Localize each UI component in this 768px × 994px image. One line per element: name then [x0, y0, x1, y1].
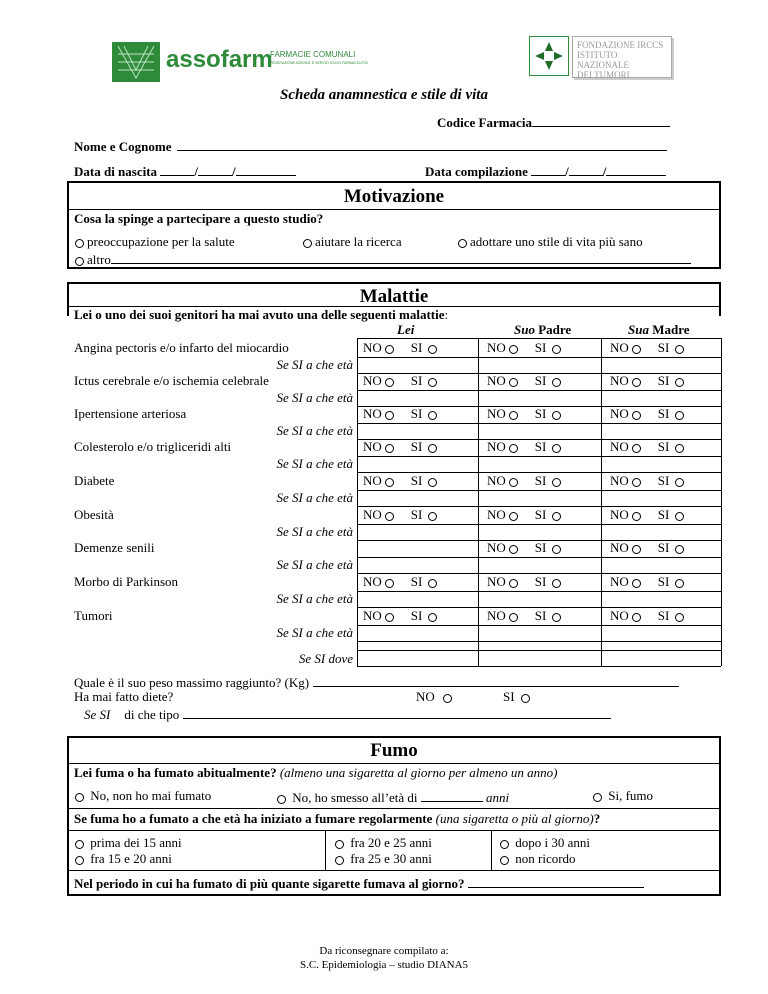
radio-icon[interactable] — [675, 512, 684, 521]
fumo-q2-text: Se fuma ho a fumato a che età ha iniziato a fumare regolarmente — [74, 811, 433, 826]
option-label: fra 15 e 20 anni — [90, 851, 172, 866]
radio-icon[interactable] — [428, 478, 437, 487]
radio-icon[interactable] — [632, 345, 641, 354]
no-label: NO — [610, 507, 629, 522]
istituto-line3: DEI TUMORI — [577, 70, 630, 80]
disease-label: Ictus cerebrale e/o ischemia celebrale — [74, 373, 269, 388]
radio-icon[interactable] — [428, 378, 437, 387]
motivazione-opt-salute[interactable] — [72, 234, 235, 250]
option-label: altro — [87, 252, 111, 267]
nome-cognome-label: Nome e Cognome — [74, 139, 172, 154]
radio-icon[interactable] — [428, 444, 437, 453]
option-label: prima dei 15 anni — [90, 835, 182, 850]
codice-farmacia-field[interactable] — [437, 113, 670, 131]
anni-label: anni — [486, 790, 510, 805]
option-label: fra 25 e 30 anni — [350, 851, 432, 866]
answer-padre[interactable] — [487, 540, 564, 556]
answer-padre[interactable] — [487, 373, 564, 389]
diete-tipo-field[interactable] — [84, 705, 611, 723]
no-label: NO — [610, 540, 629, 555]
age-25-30[interactable] — [332, 851, 432, 867]
option-label: Si, fumo — [608, 788, 654, 803]
colon: : — [444, 307, 449, 322]
no-label: NO — [610, 439, 629, 454]
option-label: aiutare la ricerca — [315, 234, 402, 249]
no-label: NO — [610, 340, 629, 355]
istituto-emblem-icon — [529, 36, 569, 76]
radio-icon[interactable] — [385, 345, 394, 354]
motivazione-question: Cosa la spinge a partecipare a questo studio? — [74, 211, 324, 226]
answer-madre[interactable] — [610, 439, 687, 455]
age-prima-15[interactable] — [72, 835, 182, 851]
radio-icon[interactable] — [675, 411, 684, 420]
age-dopo-30[interactable] — [497, 835, 590, 851]
si-label: SI — [657, 540, 670, 555]
radio-icon[interactable] — [335, 856, 344, 865]
radio-icon[interactable] — [458, 239, 467, 248]
grid-hline — [357, 390, 721, 391]
no-label: NO — [610, 608, 629, 623]
si-label: SI — [410, 406, 423, 421]
motivazione-opt-ricerca[interactable] — [300, 234, 402, 250]
no-label: NO — [363, 406, 382, 421]
data-compilazione-label: Data compilazione — [425, 164, 528, 179]
grid-vline — [357, 338, 358, 666]
answer-lei[interactable] — [363, 373, 440, 389]
fumo-title: Fumo — [370, 740, 418, 761]
grid-hline — [357, 456, 721, 457]
radio-icon[interactable] — [303, 239, 312, 248]
col-padre-b: Padre — [534, 322, 572, 337]
si-label: SI — [534, 439, 547, 454]
no-label: NO — [610, 406, 629, 421]
answer-madre[interactable] — [610, 540, 687, 556]
radio-icon[interactable] — [385, 444, 394, 453]
radio-icon[interactable] — [385, 579, 394, 588]
answer-madre[interactable] — [610, 608, 687, 624]
motivazione-title: Motivazione — [343, 186, 445, 207]
grid-hline — [357, 625, 721, 626]
age-15-20[interactable] — [72, 851, 172, 867]
answer-madre[interactable] — [610, 473, 687, 489]
si-label: SI — [657, 574, 670, 589]
malattie-question-text: Lei o uno dei suoi genitori ha mai avuto una delle seguenti malattie — [74, 307, 445, 322]
date-sep: / — [565, 164, 569, 179]
radio-icon[interactable] — [75, 257, 84, 266]
se-si-dove-label: Se SI dove — [298, 651, 353, 666]
radio-icon[interactable] — [500, 856, 509, 865]
radio-icon[interactable] — [552, 478, 561, 487]
age-non-ricordo[interactable] — [497, 851, 576, 867]
no-label: NO — [487, 406, 506, 421]
answer-madre[interactable] — [610, 507, 687, 523]
col-madre — [628, 322, 690, 338]
radio-icon[interactable] — [428, 579, 437, 588]
grid-hline — [357, 666, 721, 667]
radio-icon[interactable] — [335, 840, 344, 849]
option-label: dopo i 30 anni — [515, 835, 590, 850]
assofarm-name: assofarm — [166, 46, 273, 73]
se-si-eta-label: Se SI a che età — [276, 390, 353, 405]
radio-icon[interactable] — [632, 512, 641, 521]
assofarm-sub2: FEDERAZIONE AZIENDE E SERVIZI SOCIO-FARMACEUTICI — [270, 61, 369, 65]
disease-label: Diabete — [74, 473, 115, 488]
col-padre — [514, 322, 571, 338]
malattie-title: Malattie — [359, 286, 429, 307]
grid-vline — [601, 338, 602, 666]
radio-icon[interactable] — [675, 579, 684, 588]
se-si-eta-label: Se SI a che età — [276, 557, 353, 572]
answer-lei[interactable] — [363, 608, 440, 624]
radio-icon[interactable] — [385, 512, 394, 521]
radio-icon[interactable] — [632, 411, 641, 420]
answer-madre[interactable] — [610, 340, 687, 356]
radio-icon[interactable] — [675, 378, 684, 387]
col-madre-a: Sua — [628, 322, 649, 337]
no-label: NO — [363, 439, 382, 454]
radio-icon[interactable] — [428, 512, 437, 521]
no-label: NO — [487, 473, 506, 488]
radio-icon[interactable] — [552, 512, 561, 521]
answer-lei[interactable] — [363, 340, 440, 356]
option-label: fra 20 e 25 anni — [350, 835, 432, 850]
no-label: NO — [610, 473, 629, 488]
se-si-eta-label: Se SI a che età — [276, 456, 353, 471]
radio-icon[interactable] — [277, 795, 286, 804]
no-label: NO — [363, 473, 382, 488]
grid-hline — [357, 591, 721, 592]
radio-icon[interactable] — [385, 478, 394, 487]
fumo-q2-note: (una sigaretta o più al giorno) — [435, 811, 594, 826]
codice-farmacia-label: Codice Farmacia — [437, 115, 532, 130]
answer-lei[interactable] — [363, 439, 440, 455]
radio-icon[interactable] — [509, 478, 518, 487]
radio-icon[interactable] — [428, 613, 437, 622]
si-label: SI — [657, 373, 670, 388]
se-si-eta-label: Se SI a che età — [276, 625, 353, 640]
answer-padre[interactable] — [487, 574, 564, 590]
radio-icon[interactable] — [632, 545, 641, 554]
si-label: SI — [410, 608, 423, 623]
radio-icon[interactable] — [428, 345, 437, 354]
motivazione-section — [67, 181, 721, 269]
radio-icon[interactable] — [521, 694, 530, 703]
col-lei: Lei — [397, 322, 415, 337]
grid-hline — [357, 557, 721, 558]
fumo-opt-smesso[interactable] — [274, 788, 509, 806]
no-label: NO — [610, 373, 629, 388]
si-label: SI — [410, 574, 423, 589]
radio-icon[interactable] — [385, 613, 394, 622]
fumo-q1 — [74, 765, 557, 781]
radio-icon[interactable] — [552, 411, 561, 420]
disease-label: Obesità — [74, 507, 114, 522]
si-label: SI — [534, 340, 547, 355]
age-20-25[interactable] — [332, 835, 432, 851]
radio-icon[interactable] — [509, 613, 518, 622]
si-label: SI — [410, 439, 423, 454]
grid-hline — [357, 641, 721, 642]
fumo-opt-mai[interactable] — [72, 788, 211, 804]
radio-icon[interactable] — [75, 856, 84, 865]
disease-label: Morbo di Parkinson — [74, 574, 178, 589]
no-label: NO — [487, 507, 506, 522]
fumo-q3-field[interactable] — [74, 874, 644, 892]
si-label: SI — [657, 439, 670, 454]
radio-icon[interactable] — [509, 579, 518, 588]
radio-icon[interactable] — [552, 345, 561, 354]
answer-lei[interactable] — [363, 406, 440, 422]
si-label: SI — [410, 473, 423, 488]
istituto-text-box — [572, 36, 672, 78]
se-si-eta-label: Se SI a che età — [276, 591, 353, 606]
page-title: Scheda anamnestica e stile di vita — [280, 87, 488, 103]
fumo-q2-end: ? — [593, 811, 601, 826]
answer-lei[interactable] — [363, 574, 440, 590]
grid-vline — [478, 338, 479, 666]
answer-lei[interactable] — [363, 507, 440, 523]
answer-madre[interactable] — [610, 574, 687, 590]
si-label: SI — [410, 507, 423, 522]
grid-hline — [357, 423, 721, 424]
radio-icon[interactable] — [675, 613, 684, 622]
radio-icon[interactable] — [593, 793, 602, 802]
si-label: SI — [534, 406, 547, 421]
grid-vline — [721, 338, 722, 666]
option-label: preoccupazione per la salute — [87, 234, 235, 249]
date-sep: / — [231, 164, 236, 179]
no-label: NO — [363, 340, 382, 355]
disease-label: Demenze senili — [74, 540, 155, 555]
si-label: SI — [657, 406, 670, 421]
radio-icon[interactable] — [428, 411, 437, 420]
se-si-eta-label: Se SI a che età — [276, 524, 353, 539]
si-label: SI — [410, 373, 423, 388]
radio-icon[interactable] — [632, 444, 641, 453]
footer-line1: Da riconsegnare compilato a: — [319, 945, 449, 957]
data-nascita-field[interactable] — [74, 162, 296, 180]
no-label: NO — [487, 439, 506, 454]
si-label: SI — [410, 340, 423, 355]
no-label: NO — [363, 373, 382, 388]
diete-si[interactable] — [503, 689, 533, 705]
answer-padre[interactable] — [487, 439, 564, 455]
radio-icon[interactable] — [75, 840, 84, 849]
radio-icon[interactable] — [500, 840, 509, 849]
radio-icon[interactable] — [552, 444, 561, 453]
col-madre-b: Madre — [648, 322, 690, 337]
date-sep: / — [194, 164, 198, 179]
si-label: SI — [534, 608, 547, 623]
radio-icon[interactable] — [632, 613, 641, 622]
motivazione-opt-altro[interactable] — [72, 250, 691, 268]
answer-padre[interactable] — [487, 406, 564, 422]
radio-icon[interactable] — [675, 345, 684, 354]
si-label: SI — [534, 473, 547, 488]
radio-icon[interactable] — [509, 444, 518, 453]
grid-hline — [357, 357, 721, 358]
si-label: SI — [534, 574, 547, 589]
data-compilazione-field[interactable] — [425, 162, 666, 180]
radio-icon[interactable] — [632, 579, 641, 588]
si-label: SI — [657, 507, 670, 522]
no-label: NO — [363, 608, 382, 623]
si-label: SI — [657, 340, 670, 355]
disease-label: Ipertensione arteriosa — [74, 406, 187, 421]
si-label: SI — [534, 540, 547, 555]
radio-icon[interactable] — [509, 411, 518, 420]
tipo-label: di che tipo — [124, 707, 180, 722]
istituto-line2: ISTITUTO NAZIONALE — [577, 50, 629, 70]
answer-padre[interactable] — [487, 507, 564, 523]
fumo-q1-note: (almeno una sigaretta al giorno per almeno un anno) — [279, 765, 558, 780]
data-nascita-label: Data di nascita — [74, 164, 158, 179]
answer-padre[interactable] — [487, 473, 564, 489]
no-label: NO — [487, 373, 506, 388]
answer-madre[interactable] — [610, 373, 687, 389]
si-label: SI — [657, 608, 670, 623]
radio-icon[interactable] — [509, 512, 518, 521]
malattie-question — [74, 307, 448, 323]
option-label: non ricordo — [515, 851, 576, 866]
se-si-eta-label: Se SI a che età — [276, 423, 353, 438]
diete-no[interactable] — [416, 689, 455, 705]
si-label: SI — [657, 473, 670, 488]
fumo-opt-si[interactable] — [590, 788, 653, 804]
disease-label: Tumori — [74, 608, 113, 623]
se-si-eta-label: Se SI a che età — [276, 357, 353, 372]
option-label: No, non ho mai fumato — [90, 788, 212, 803]
si-label: SI — [503, 689, 515, 704]
motivazione-opt-stile[interactable] — [455, 234, 643, 250]
no-label: NO — [610, 574, 629, 589]
fumo-q3-text: Nel periodo in cui ha fumato di più quante sigarette fumava al giorno? — [74, 876, 465, 891]
istituto-line1: FONDAZIONE IRCCS — [577, 40, 664, 50]
no-label: NO — [487, 574, 506, 589]
no-label: NO — [487, 608, 506, 623]
si-label: SI — [534, 373, 547, 388]
radio-icon[interactable] — [509, 378, 518, 387]
no-label: NO — [487, 540, 506, 555]
istituto-tumori-logo — [529, 36, 671, 78]
radio-icon[interactable] — [632, 378, 641, 387]
no-label: NO — [487, 340, 506, 355]
disease-label: Angina pectoris e/o infarto del miocardio — [74, 340, 289, 355]
option-label: No, ho smesso all’età di — [292, 790, 418, 805]
fumo-q1-text: Lei fuma o ha fumato abitualmente? — [74, 765, 277, 780]
radio-icon[interactable] — [675, 478, 684, 487]
radio-icon[interactable] — [552, 613, 561, 622]
radio-icon[interactable] — [509, 545, 518, 554]
radio-icon[interactable] — [443, 694, 452, 703]
grid-hline — [357, 524, 721, 525]
se-si-eta-label: Se SI a che età — [276, 490, 353, 505]
grid-hline — [357, 338, 721, 339]
no-label: NO — [363, 507, 382, 522]
radio-icon[interactable] — [385, 411, 394, 420]
se-si-label: Se SI — [84, 707, 111, 722]
radio-icon[interactable] — [509, 345, 518, 354]
no-label: NO — [416, 689, 435, 704]
grid-hline — [357, 650, 721, 651]
radio-icon[interactable] — [675, 545, 684, 554]
answer-madre[interactable] — [610, 406, 687, 422]
radio-icon[interactable] — [675, 444, 684, 453]
footer-line2: S.C. Epidemiologia – studio DIANA5 — [299, 959, 469, 971]
date-sep: / — [602, 164, 607, 179]
radio-icon[interactable] — [75, 239, 84, 248]
grid-hline — [357, 490, 721, 491]
option-label: adottare uno stile di vita più sano — [470, 234, 643, 249]
no-label: NO — [363, 574, 382, 589]
assofarm-logo — [112, 42, 372, 82]
radio-icon[interactable] — [552, 545, 561, 554]
col-padre-a: Suo — [514, 322, 535, 337]
si-label: SI — [534, 507, 547, 522]
radio-icon[interactable] — [385, 378, 394, 387]
answer-padre[interactable] — [487, 340, 564, 356]
peso-question: Quale è il suo peso massimo raggiunto? (Kg) — [74, 675, 310, 690]
answer-lei[interactable] — [363, 473, 440, 489]
disease-label: Colesterolo e/o trigliceridi alti — [74, 439, 232, 454]
nome-cognome-field[interactable] — [74, 137, 667, 155]
assofarm-sub: FARMACIE COMUNALI — [270, 50, 356, 59]
footer — [0, 944, 768, 972]
fumo-section — [67, 736, 721, 896]
radio-icon[interactable] — [552, 579, 561, 588]
diete-question: Ha mai fatto diete? — [74, 689, 174, 704]
answer-padre[interactable] — [487, 608, 564, 624]
radio-icon[interactable] — [632, 478, 641, 487]
fumo-q2 — [74, 811, 600, 827]
assofarm-emblem-icon — [112, 42, 160, 82]
radio-icon[interactable] — [75, 793, 84, 802]
radio-icon[interactable] — [552, 378, 561, 387]
